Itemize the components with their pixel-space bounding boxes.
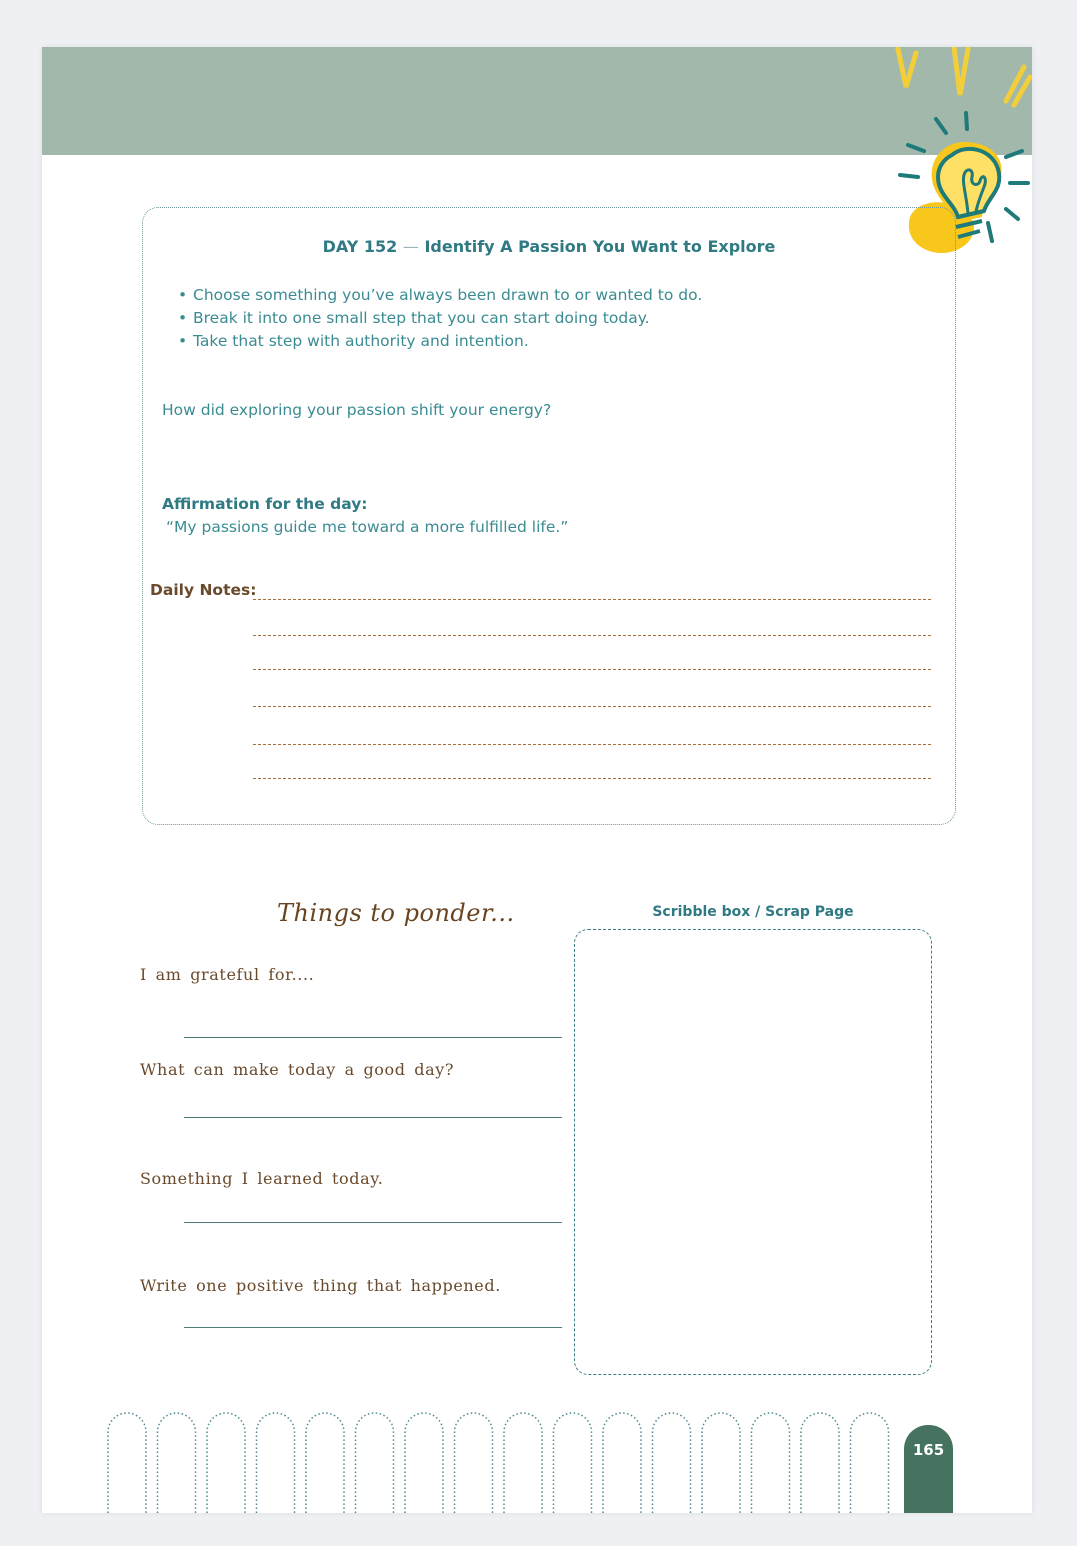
decorative-arch — [306, 1413, 344, 1513]
decorative-arch — [653, 1413, 691, 1513]
decorative-arch — [108, 1413, 146, 1513]
learned-prompt: Something I learned today. — [140, 1169, 384, 1188]
bullet-item: • Break it into one small step that you can start doing today. — [177, 307, 702, 330]
decorative-arch — [257, 1413, 295, 1513]
notes-writing-line[interactable] — [253, 635, 931, 636]
good-day-prompt: What can make today a good day? — [140, 1060, 455, 1079]
notes-writing-line[interactable] — [253, 744, 931, 745]
decorative-arch — [356, 1413, 394, 1513]
decorative-arch — [405, 1413, 443, 1513]
bullet-item: • Take that step with authority and intention. — [177, 330, 702, 353]
journal-page — [42, 47, 1032, 1513]
header-band — [42, 47, 1032, 155]
scribble-box[interactable] — [574, 929, 932, 1375]
decorative-arch — [554, 1413, 592, 1513]
page-number: 165 — [912, 1441, 945, 1459]
notes-writing-line[interactable] — [253, 706, 931, 707]
decorative-arch — [752, 1413, 790, 1513]
journal-prompt-card — [142, 207, 956, 825]
scribble-box-label: Scribble box / Scrap Page — [652, 904, 854, 920]
decorative-arch — [207, 1413, 245, 1513]
title-text: Identify A Passion You Want to Explore — [424, 237, 776, 256]
decorative-arch — [702, 1413, 740, 1513]
decorative-arch — [851, 1413, 889, 1513]
reflection-question: How did exploring your passion shift your energy? — [162, 401, 552, 419]
page-number-tab — [904, 1425, 953, 1513]
card-title — [143, 237, 955, 256]
ponder-title: Things to ponder... — [277, 899, 515, 927]
good-day-answer-line[interactable] — [184, 1117, 562, 1118]
learned-answer-line[interactable] — [184, 1222, 562, 1223]
title-dash: — — [402, 237, 419, 256]
decorative-arch — [504, 1413, 542, 1513]
decorative-arch — [603, 1413, 641, 1513]
bullet-list — [177, 284, 702, 353]
bullet-item: • Choose something you’ve always been drawn to or wanted to do. — [177, 284, 702, 307]
decorative-arch — [455, 1413, 493, 1513]
decorative-arch-border — [102, 1412, 892, 1513]
decorative-arch — [801, 1413, 839, 1513]
affirmation-label: Affirmation for the day: — [162, 495, 368, 513]
notes-writing-line[interactable] — [253, 599, 931, 600]
affirmation-text: “My passions guide me toward a more fulfilled life.” — [166, 518, 569, 536]
positive-thing-answer-line[interactable] — [184, 1327, 562, 1328]
day-label: DAY 152 — [322, 237, 398, 256]
decorative-arch — [158, 1413, 196, 1513]
notes-writing-line[interactable] — [253, 669, 931, 670]
gratitude-answer-line[interactable] — [184, 1037, 562, 1038]
positive-thing-prompt: Write one positive thing that happened. — [140, 1276, 501, 1295]
notes-writing-line[interactable] — [253, 778, 931, 779]
gratitude-prompt: I am grateful for.... — [140, 965, 315, 984]
daily-notes-label: Daily Notes: — [150, 581, 257, 599]
